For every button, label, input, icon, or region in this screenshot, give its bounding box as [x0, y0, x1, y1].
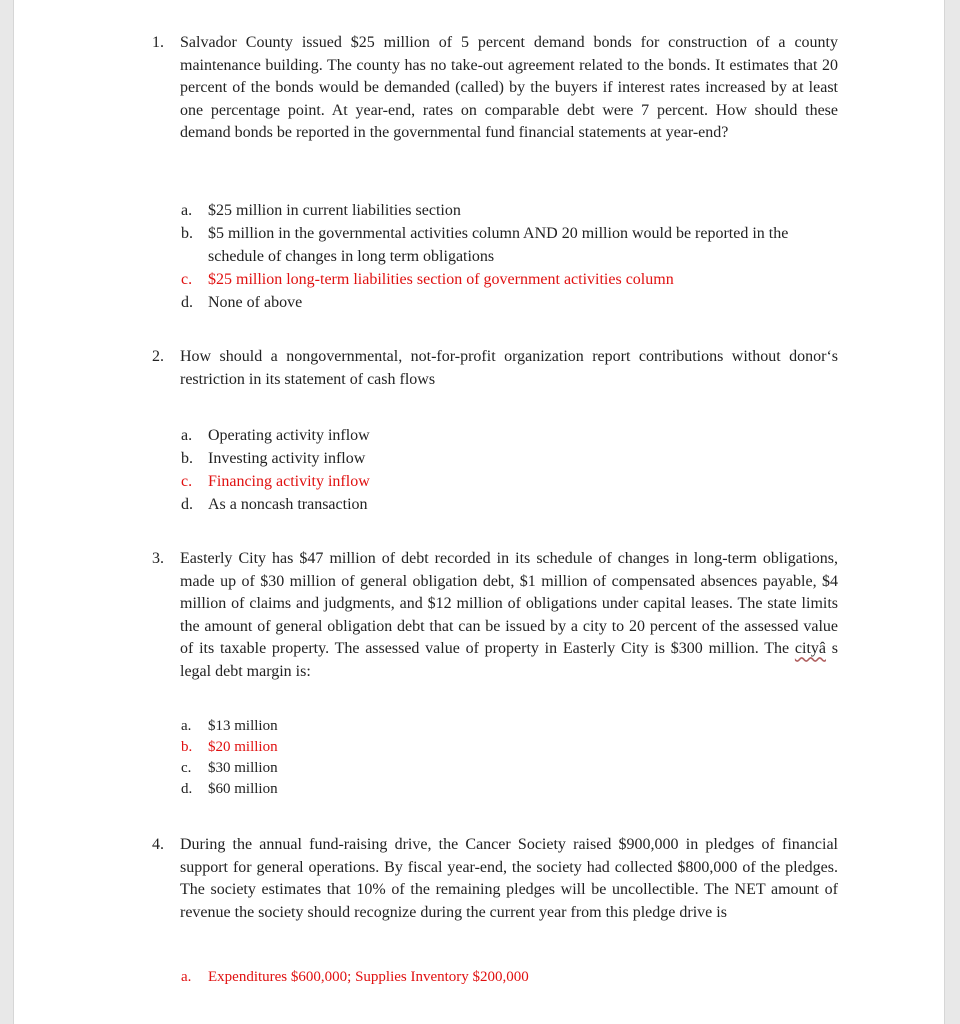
option-a [181, 199, 841, 222]
question-text [180, 548, 838, 684]
option-letter: b. [181, 450, 193, 467]
option-letter: b. [181, 739, 193, 755]
question-number: 1. [152, 34, 164, 51]
option-letter: d. [181, 294, 193, 311]
spellcheck-flagged-word[interactable]: cityâ [794, 640, 826, 658]
question-1 [152, 32, 838, 145]
option-text: None of above [208, 294, 303, 311]
option-text: $25 million long-term liabilities section of government activities column [208, 271, 674, 288]
option-b [181, 222, 841, 268]
option-a-highlighted [181, 967, 841, 988]
option-letter: a. [181, 969, 192, 985]
option-a [181, 424, 841, 447]
option-letter: d. [181, 496, 193, 513]
question-4 [152, 834, 838, 924]
option-text: $30 million [208, 760, 278, 776]
option-letter: c. [181, 760, 192, 776]
question-2 [152, 346, 838, 391]
question-text: How should a nongovernmental, not-for-profit organization report contributions without donor‘s restriction in its statement of cash flows [180, 348, 838, 388]
option-text: Expenditures $600,000; Supplies Inventory $200,000 [208, 969, 529, 985]
option-a [181, 716, 841, 737]
option-text: Investing activity inflow [208, 450, 366, 467]
question-3 [152, 548, 838, 684]
option-b [181, 447, 841, 470]
question-number: 2. [152, 348, 164, 365]
question-4-options [181, 967, 841, 988]
option-c [181, 758, 841, 779]
option-text: $5 million in the governmental activities column AND 20 million would be reported in the schedule of changes in long term obligations [208, 225, 789, 265]
option-letter: a. [181, 202, 193, 219]
question-text-start: Easterly City has $47 million of debt recorded in its schedule of changes in long-term obligations, made up of $30 million of general obligation debt, $1 million of compensated absences payable, $4 million of claims and judgments, and $12 million of obligations under capital leases. The state limits the amount of general obligation debt that can be issued by a city to 20 percent of the assessed value of its taxable property. The assessed value of property in Easterly City is $300 million. The [180, 550, 838, 658]
option-text: $13 million [208, 718, 278, 734]
question-number: 4. [152, 836, 164, 853]
option-text: $20 million [208, 739, 278, 755]
option-letter: b. [181, 225, 193, 242]
document-page [13, 0, 945, 1024]
option-d [181, 493, 841, 516]
option-text: $25 million in current liabilities section [208, 202, 461, 219]
question-text: Salvador County issued $25 million of 5 percent demand bonds for construction of a county maintenance building. The county has no take-out agreement related to the bonds. It estimates that 20 percent of the bonds would be demanded (called) by the buyers if interest rates increased by at least one percentage point. At year-end, rates on comparable debt were 7 percent. How should these demand bonds be reported in the governmental fund financial statements at year-end? [180, 34, 838, 142]
option-c-highlighted [181, 268, 841, 291]
question-2-options [181, 424, 841, 516]
option-d [181, 291, 841, 314]
option-text: Financing activity inflow [208, 473, 370, 490]
option-text: Operating activity inflow [208, 427, 370, 444]
option-text: $60 million [208, 781, 278, 797]
option-d [181, 779, 841, 800]
option-text: As a noncash transaction [208, 496, 368, 513]
option-letter: a. [181, 427, 193, 444]
option-letter: d. [181, 781, 193, 797]
option-c-highlighted [181, 470, 841, 493]
question-text: During the annual fund-raising drive, the Cancer Society raised $900,000 in pledges of financial support for general operations. By fiscal year-end, the society had collected $800,000 of the pledges. The society estimates that 10% of the remaining pledges will be uncollectible. The NET amount of revenue the society should recognize during the current year from this pledge drive is [180, 836, 838, 921]
question-3-options [181, 716, 841, 800]
question-text-end: s legal debt margin is: [180, 640, 838, 680]
question-1-options [181, 199, 841, 314]
option-letter: c. [181, 473, 193, 490]
question-number: 3. [152, 550, 164, 567]
option-b-highlighted [181, 737, 841, 758]
option-letter: a. [181, 718, 192, 734]
option-letter: c. [181, 271, 193, 288]
